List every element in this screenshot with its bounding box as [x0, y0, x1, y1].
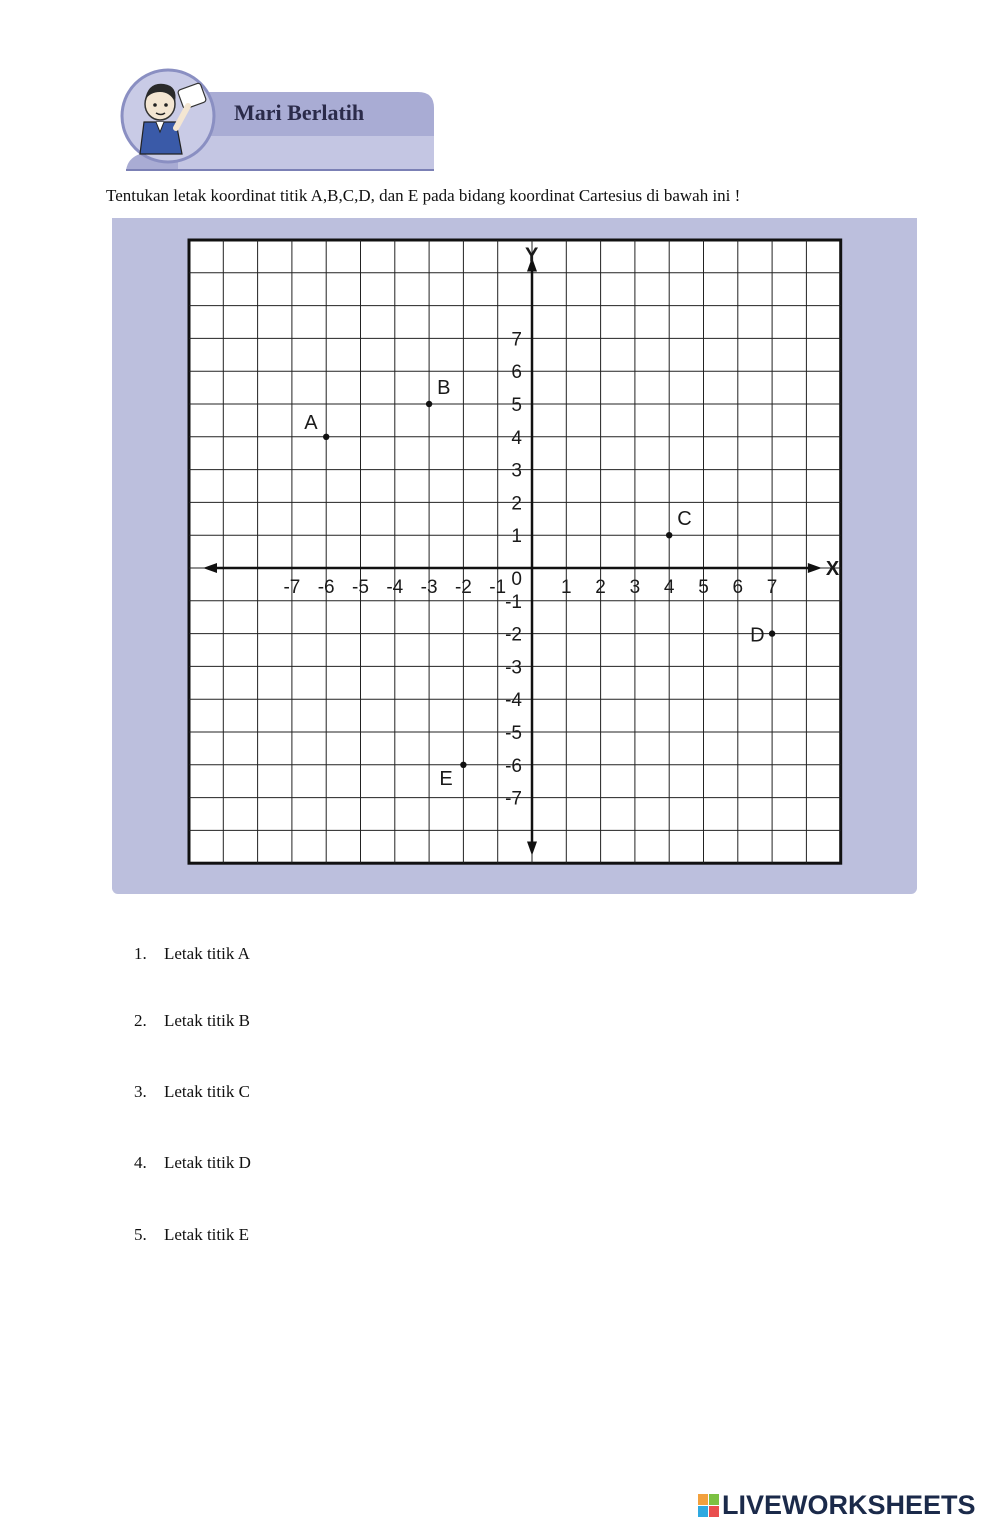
x-tick-label: -1 [489, 577, 507, 598]
question-item [134, 1153, 251, 1173]
x-tick-label: -5 [352, 577, 369, 598]
cartesian-plane [112, 218, 917, 894]
question-number: 5. [134, 1225, 147, 1244]
question-text: Letak titik E [164, 1225, 249, 1244]
y-tick-label: -5 [505, 723, 522, 744]
question-text: Letak titik C [164, 1082, 250, 1101]
point-b [426, 401, 432, 407]
banner-title: Mari Berlatih [234, 100, 365, 125]
question-item [134, 1011, 250, 1031]
question-text: Letak titik A [164, 944, 250, 963]
x-tick-label: -3 [420, 577, 438, 598]
x-tick-label: 5 [698, 577, 709, 598]
point-label-e: E [439, 767, 453, 790]
y-tick-label: 1 [511, 526, 522, 548]
logo-icon [698, 1494, 720, 1518]
y-tick-label: 4 [511, 427, 522, 449]
point-label-a: A [304, 411, 318, 434]
question-item [134, 1082, 250, 1102]
x-tick-label: 3 [629, 577, 641, 598]
point-label-c: C [677, 508, 692, 531]
instruction-text: Tentukan letak koordinat titik A,B,C,D, dan E pada bidang koordinat Cartesius di bawah ini ! [106, 186, 741, 205]
y-tick-label: -3 [505, 657, 522, 679]
x-tick-label: 4 [663, 577, 675, 598]
question-number: 2. [134, 1011, 147, 1030]
y-tick-label: 7 [511, 329, 522, 351]
question-item [134, 1225, 249, 1245]
x-tick-label: -2 [454, 577, 472, 598]
question-number: 4. [134, 1153, 147, 1172]
y-tick-label: 3 [511, 460, 522, 482]
header-banner [118, 62, 440, 174]
y-tick-label: -4 [505, 690, 522, 712]
point-e [460, 762, 466, 768]
origin-label: 0 [511, 569, 522, 590]
x-tick-label: 2 [595, 577, 606, 598]
y-tick-label: -1 [505, 591, 522, 613]
question-text: Letak titik B [164, 1011, 250, 1030]
coordinate-panel [112, 218, 917, 894]
point-label-d: D [750, 624, 765, 647]
y-tick-label: -6 [505, 755, 522, 777]
point-d [769, 630, 775, 636]
question-number: 3. [134, 1082, 147, 1101]
y-tick-label: 2 [511, 493, 522, 515]
x-axis-label: X [825, 558, 840, 580]
question-text: Letak titik D [164, 1153, 251, 1172]
y-axis-label: Y [525, 244, 539, 267]
question-item [134, 944, 250, 964]
point-a [323, 434, 329, 440]
logo-text: LIVEWORKSHEETS [722, 1490, 976, 1520]
x-tick-label: 7 [766, 577, 778, 598]
y-tick-label: 6 [511, 362, 522, 384]
point-c [666, 532, 672, 538]
point-label-b: B [437, 377, 451, 399]
x-tick-label: 6 [732, 577, 744, 598]
liveworksheets-logo [698, 1490, 994, 1524]
question-number: 1. [134, 944, 147, 963]
x-tick-label: 1 [561, 577, 572, 598]
x-tick-label: -7 [283, 577, 301, 598]
y-tick-label: -7 [505, 788, 522, 810]
x-tick-label: -4 [386, 577, 404, 598]
y-tick-label: -2 [505, 624, 522, 646]
y-tick-label: 5 [511, 395, 522, 416]
x-tick-label: -6 [317, 577, 335, 598]
